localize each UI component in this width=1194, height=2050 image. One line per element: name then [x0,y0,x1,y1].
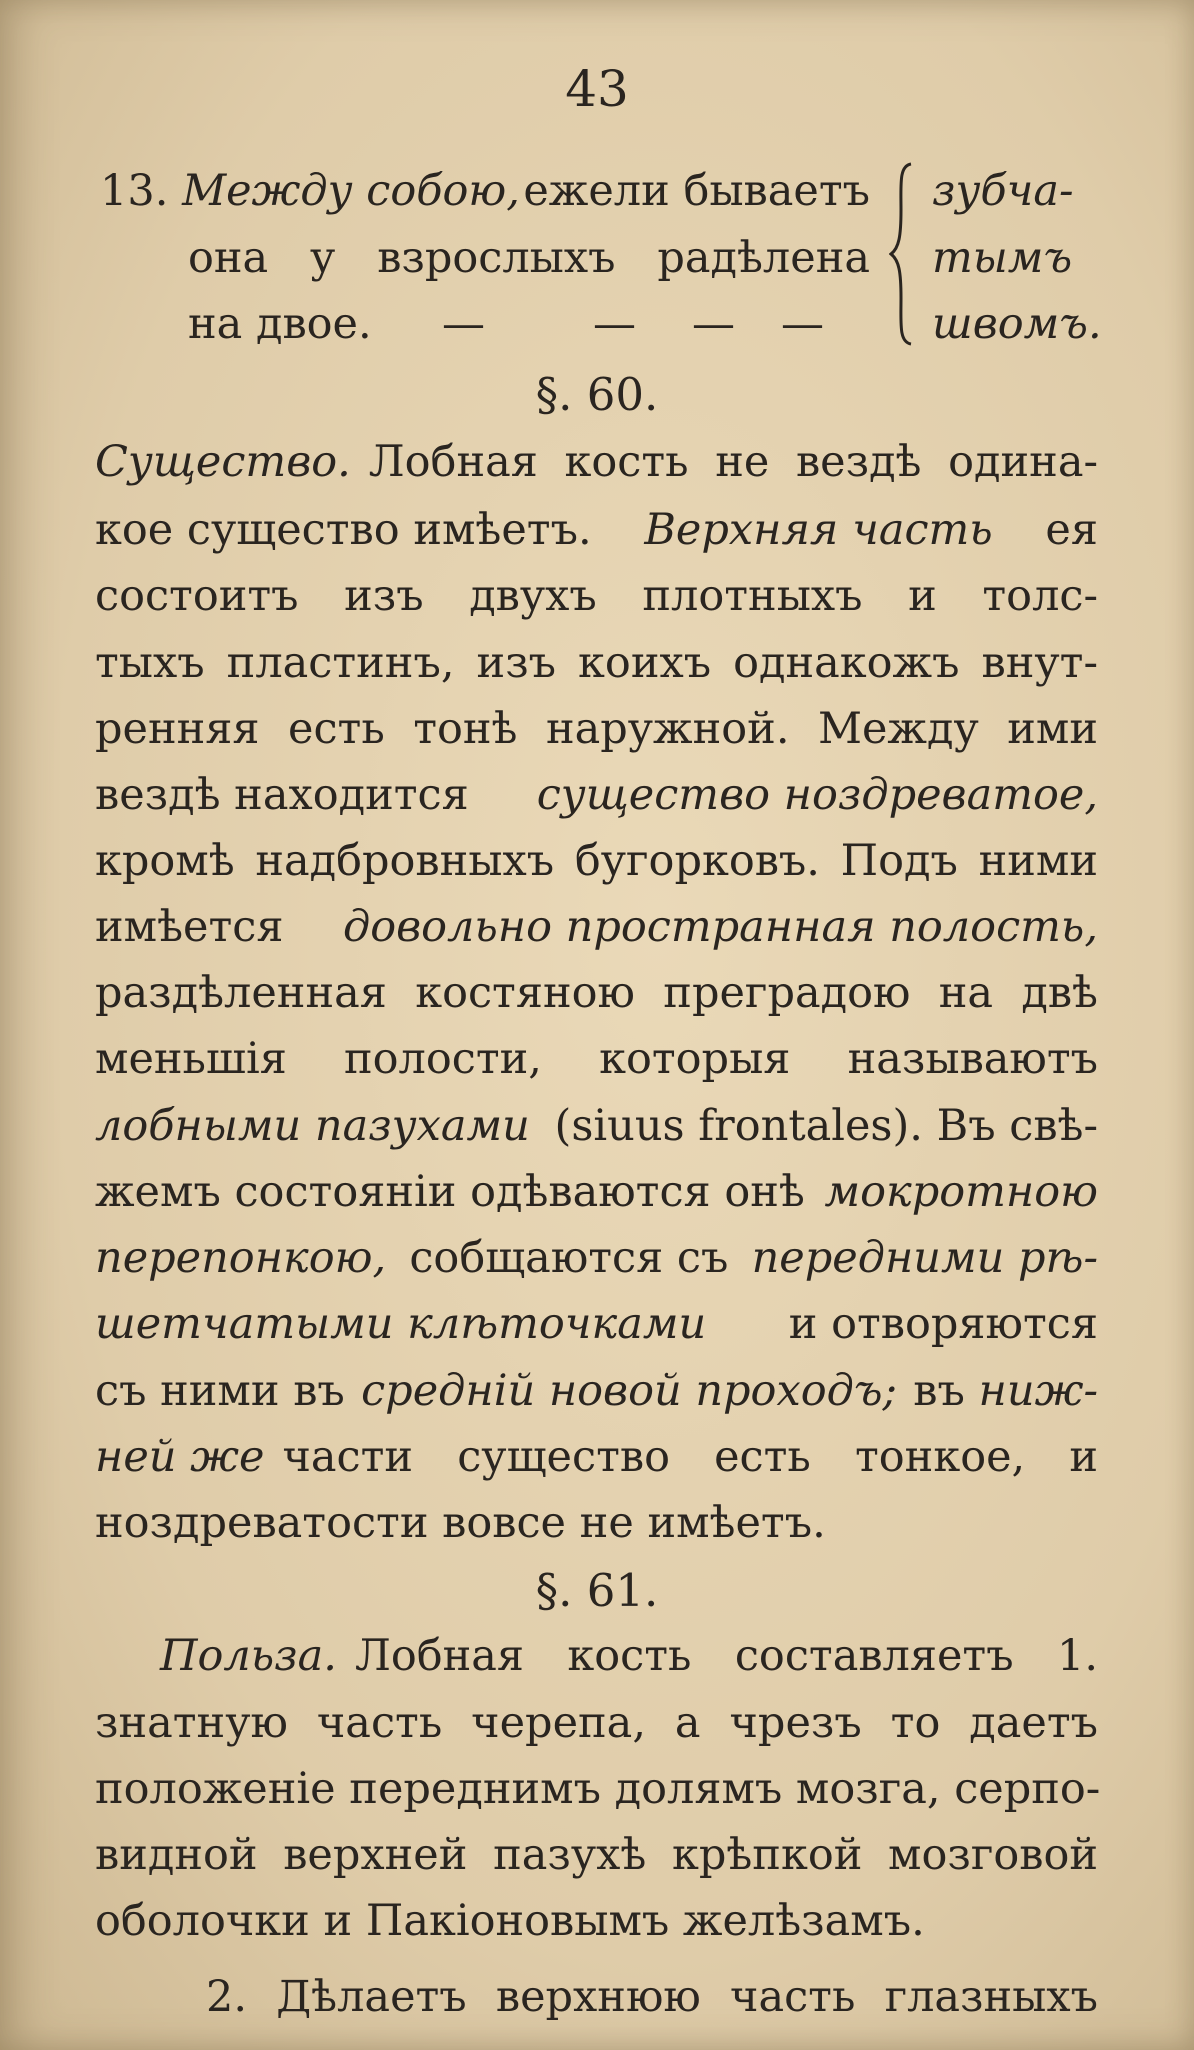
s60-line-4: тыхъ пластинъ, изъ коихъ однакожъ внут- [95,638,1098,688]
s61-line-3: положеніе переднимъ долямъ мозга, серпо- [95,1764,1101,1814]
s60-line-10: меньшія полости, которыя называютъ [95,1034,1098,1084]
brace-right-1: зубча- [932,166,1074,216]
brace-right-2: тымъ [932,233,1073,283]
s60-line-11: лобными пазухами (siuus frontales). Въ свѣ- [95,1101,1098,1151]
dash-2: — [593,299,636,349]
dash-1: — [442,299,485,349]
s60-line-2: кое существо имѣетъ. Верхняя часть ея [95,505,1098,555]
s60-line-6: вездѣ находится существо ноздреватое, [95,770,1098,820]
s60-line1-text: Лобная кость не вездѣ одина- [368,437,1098,487]
brace-right-3: швомъ. [932,299,1102,349]
s60-line-5: ренняя есть тонѣ наружной. Между ими [95,704,1098,754]
s60-line-1 [95,437,1098,487]
item13-line-3-start: на двое. [188,299,372,349]
item13-line-1 [100,166,870,216]
s60-line-17: ноздреватости вовсе не имѣетъ. [95,1498,826,1548]
curly-brace-icon [889,160,919,348]
s60-line-15: съ ними въ средній новой проходъ; въ ниж- [95,1366,1098,1416]
s61-line-2: знатную часть черепа, а чрезъ то даетъ [95,1698,1098,1748]
item13-line1-rest: ежели бываетъ [523,166,870,216]
s60-line-14: шетчатыми клѣточками и отворяются [95,1299,1098,1349]
item13-lead: Между собою, [182,166,520,216]
s60-line-3: состоитъ изъ двухъ плотныхъ и толс- [95,571,1098,621]
s60-line-16: ней же части существо есть тонкое, и [95,1432,1098,1482]
s60-line-9: раздѣленная костяною преградою на двѣ [95,968,1098,1018]
s61-line-1: Польза. Лобная кость составляетъ 1. [160,1631,1098,1681]
s61-line-6: 2. Дѣлаетъ верхнюю часть глазныхъ [206,1972,1098,2022]
dash-3: — [692,299,735,349]
section-60-heading: §. 60. [535,368,659,421]
item13-line-2: она у взрослыхъ радѣлена [188,233,870,283]
s60-line-12: жемъ состояніи одѣваются онѣ мокротною [95,1167,1098,1217]
s61-line-4: видной верхней пазухѣ крѣпкой мозговой [95,1830,1098,1880]
s60-line1-lead: Существо. [95,437,351,487]
s60-line-13: перепонкою, собщаются съ передними рѣ- [95,1233,1098,1283]
item13-num: 13. [100,166,169,216]
page-number: 43 [565,60,629,118]
s60-line-7: кромѣ надбровныхъ бугорковъ. Подъ ними [95,836,1098,886]
section-61-heading: §. 61. [535,1564,659,1617]
s60-line-8: имѣется довольно пространная полость, [95,902,1098,952]
dash-4: — [781,299,824,349]
s61-line-5: оболочки и Пакіоновымъ желѣзамъ. [95,1896,925,1946]
